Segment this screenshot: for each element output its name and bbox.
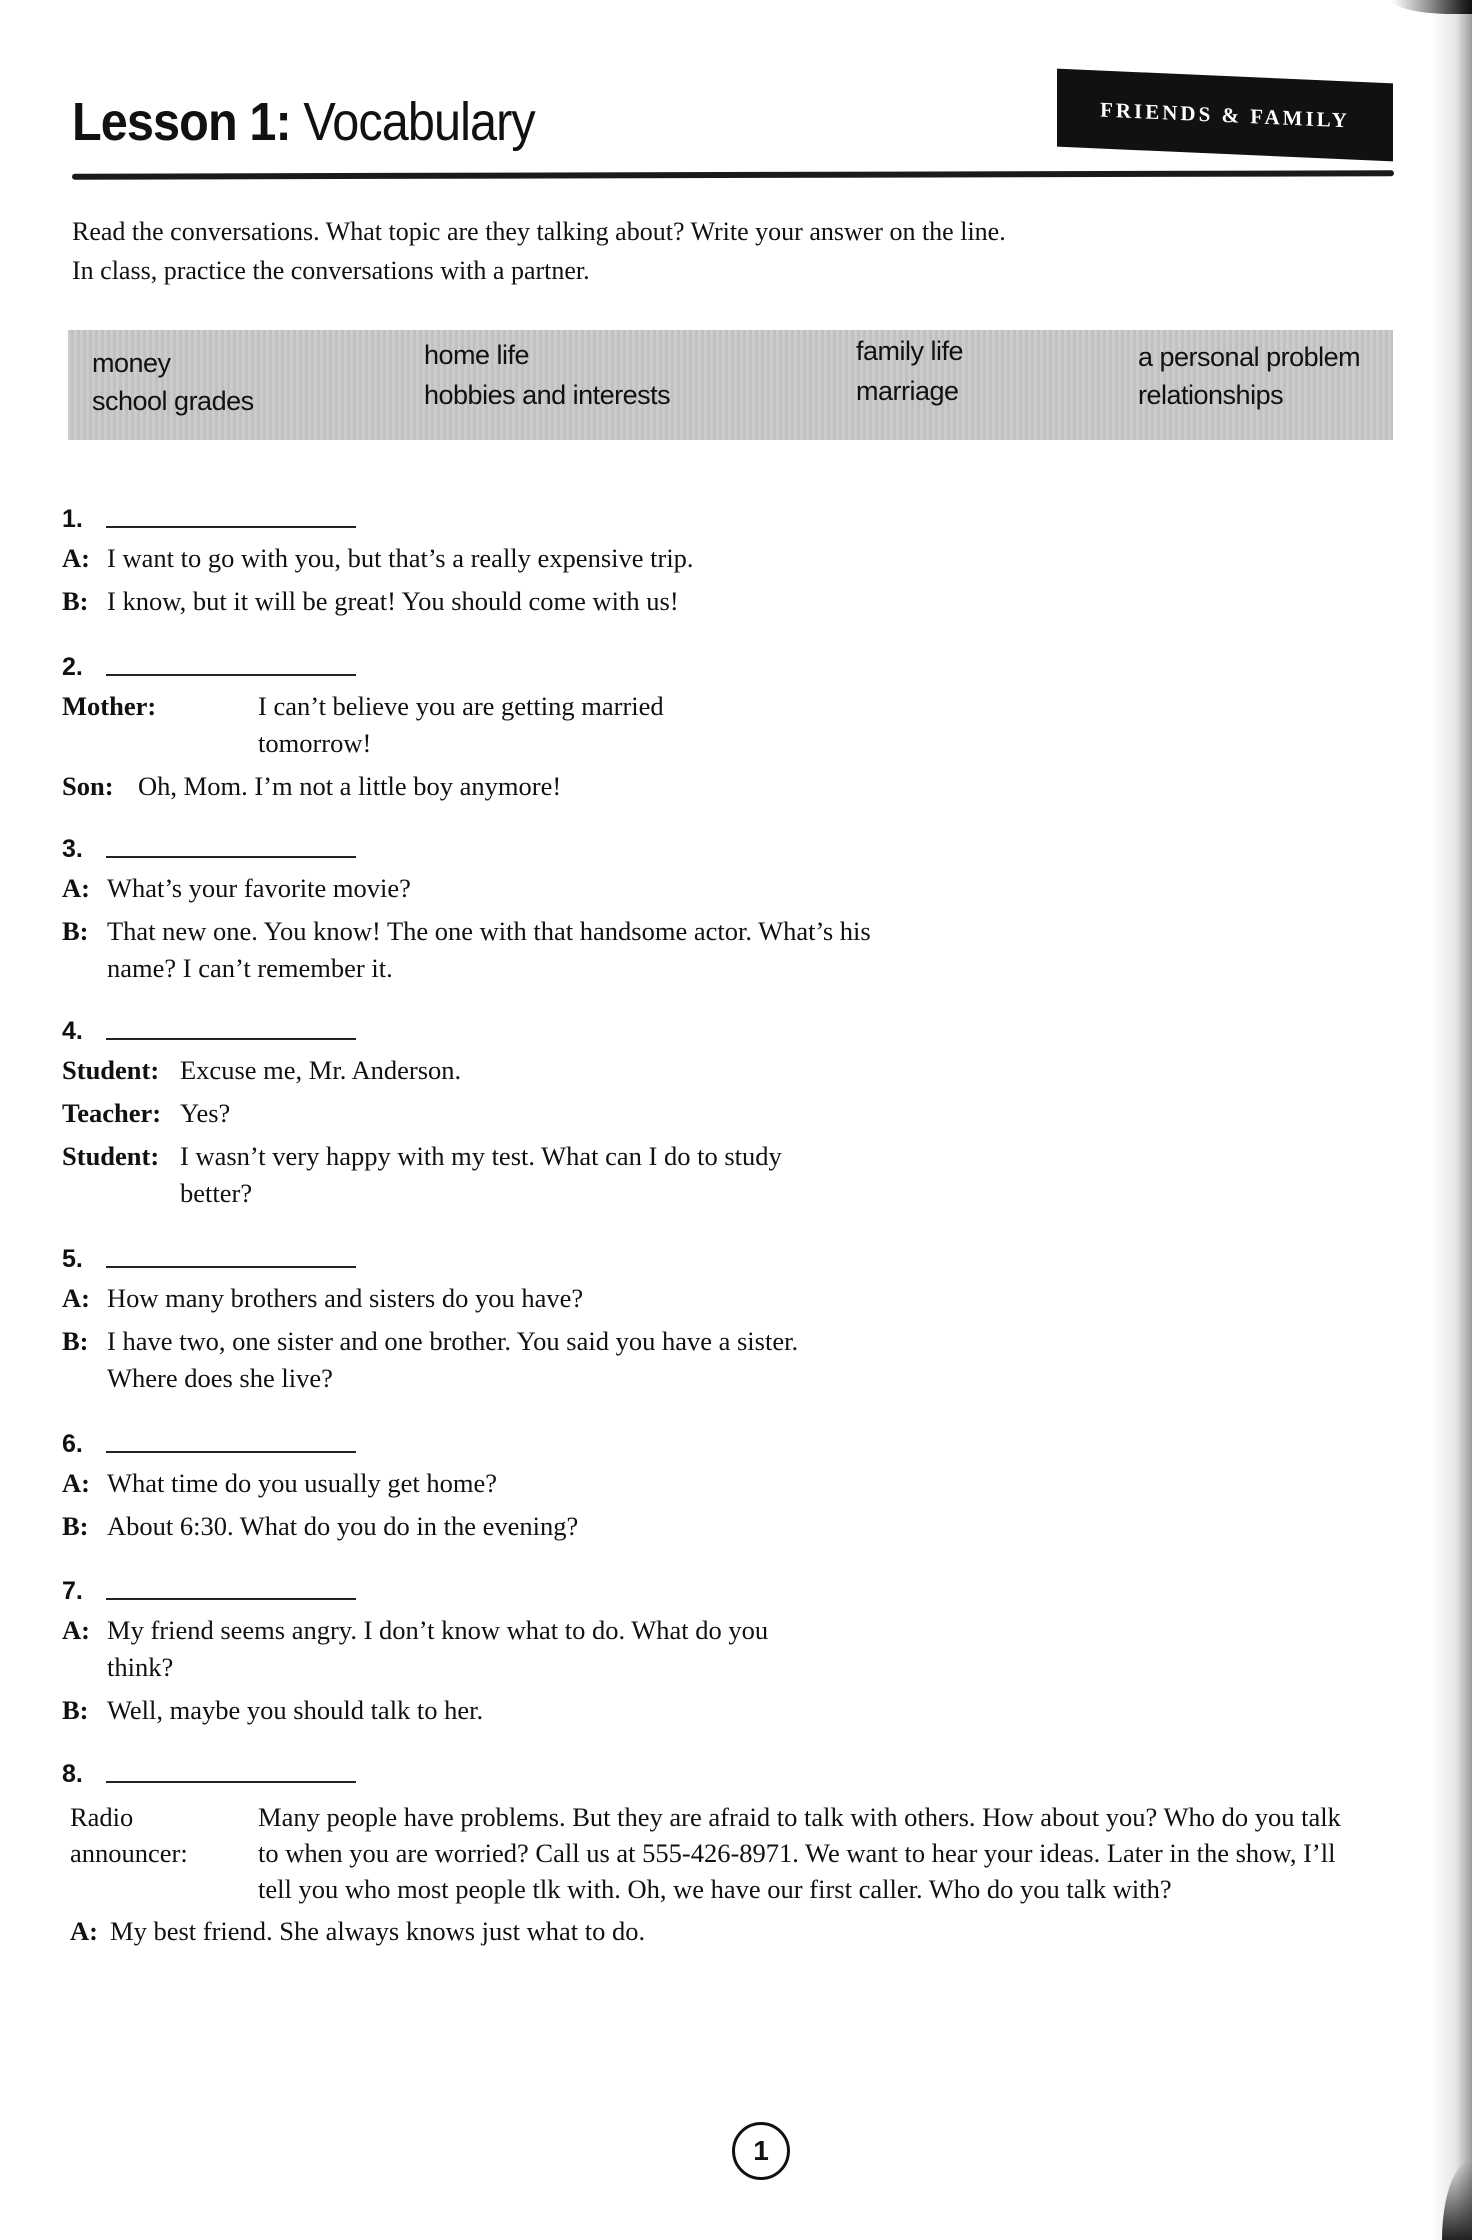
answer-blank[interactable] bbox=[106, 1781, 356, 1783]
word-bank-item: hobbies and interests bbox=[424, 380, 671, 410]
speaker-label-line-1: Radio bbox=[70, 1802, 134, 1832]
word-bank-item: a personal problem bbox=[1138, 342, 1361, 372]
item-number: 6. bbox=[62, 1430, 83, 1458]
page-number-label: 1 bbox=[753, 2135, 769, 2166]
dialogue-line bbox=[62, 1465, 1392, 1502]
word-bank-item: school grades bbox=[92, 386, 254, 416]
dialogue-line bbox=[62, 1799, 1392, 1907]
dialogue-line bbox=[62, 1612, 1392, 1686]
item-number: 3. bbox=[62, 835, 83, 863]
speaker-label: B: bbox=[62, 1511, 89, 1541]
answer-blank[interactable] bbox=[106, 1598, 356, 1600]
item-number: 5. bbox=[62, 1245, 83, 1273]
speaker-label: Student: bbox=[62, 1055, 160, 1085]
conversation-8 bbox=[62, 1755, 1392, 1950]
dialogue-line bbox=[62, 1095, 1392, 1132]
dialogue-line bbox=[62, 1508, 1392, 1545]
title-topic: Vocabulary bbox=[290, 92, 535, 152]
speaker-label: A: bbox=[62, 1615, 90, 1645]
conversation-4 bbox=[62, 1012, 1392, 1212]
word-bank bbox=[68, 330, 1393, 440]
speech-text: Oh, Mom. I’m not a little boy anymore! bbox=[138, 771, 562, 801]
dialogue-line bbox=[62, 913, 1392, 987]
dialogue-line bbox=[62, 1052, 1392, 1089]
answer-blank[interactable] bbox=[106, 1038, 356, 1040]
dialogue-line bbox=[62, 1280, 1392, 1317]
conversation-1 bbox=[62, 500, 1392, 620]
conversation-6 bbox=[62, 1425, 1392, 1545]
dialogue-line bbox=[62, 583, 1392, 620]
page-title bbox=[72, 92, 535, 152]
speech-text: My friend seems angry. I don’t know what to do. What do you think? bbox=[107, 1615, 769, 1682]
speech-text: Well, maybe you should talk to her. bbox=[107, 1695, 484, 1725]
section-badge bbox=[1057, 69, 1393, 162]
speech-text: That new one. You know! The one with that handsome actor. What’s his name? I can’t remember it. bbox=[107, 916, 871, 983]
answer-blank[interactable] bbox=[106, 526, 356, 528]
speaker-label: A: bbox=[70, 1916, 98, 1946]
speech-text: I wasn’t very happy with my test. What can I do to study better? bbox=[180, 1141, 782, 1208]
page-number bbox=[732, 2122, 790, 2180]
word-bank-item: home life bbox=[424, 340, 530, 370]
dialogue-line bbox=[62, 870, 1392, 907]
speech-text: Yes? bbox=[180, 1098, 231, 1128]
word-bank-item: relationships bbox=[1138, 380, 1284, 410]
dialogue-line bbox=[62, 1913, 1392, 1950]
word-bank-item: money bbox=[92, 348, 171, 378]
dialogue-line bbox=[62, 1323, 1392, 1397]
conversation-5 bbox=[62, 1240, 1392, 1397]
item-number: 2. bbox=[62, 653, 83, 681]
speech-text: I can’t believe you are getting married tomorrow! bbox=[258, 691, 664, 758]
speech-text: How many brothers and sisters do you have? bbox=[107, 1283, 584, 1313]
dialogue-line bbox=[62, 1138, 1392, 1212]
instructions bbox=[72, 212, 1172, 290]
speaker-label: Teacher: bbox=[62, 1098, 162, 1128]
title-lesson-number: Lesson 1: bbox=[72, 92, 291, 152]
instructions-line-1: Read the conversations. What topic are they talking about? Write your answer on the line. bbox=[72, 217, 1006, 246]
word-bank-item: marriage bbox=[856, 376, 959, 406]
speaker-label: A: bbox=[62, 1468, 90, 1498]
speech-text: I know, but it will be great! You should come with us! bbox=[107, 586, 679, 616]
dialogue-line bbox=[62, 688, 1392, 762]
instructions-line-2: In class, practice the conversations with a partner. bbox=[72, 256, 590, 285]
speaker-label: B: bbox=[62, 916, 89, 946]
speaker-label: B: bbox=[62, 1695, 89, 1725]
speaker-label: Mother: bbox=[62, 691, 157, 721]
speaker-label: B: bbox=[62, 1326, 89, 1356]
item-number: 7. bbox=[62, 1577, 83, 1605]
dialogue-line bbox=[62, 768, 1392, 805]
answer-blank[interactable] bbox=[106, 674, 356, 676]
word-bank-item: family life bbox=[856, 336, 964, 366]
speaker-label: Student: bbox=[62, 1141, 160, 1171]
speech-text: I want to go with you, but that’s a really expensive trip. bbox=[107, 543, 694, 573]
speaker-label-line-2: announcer: bbox=[70, 1838, 188, 1868]
conversation-7 bbox=[62, 1572, 1392, 1729]
speaker-label: A: bbox=[62, 543, 90, 573]
speaker-label: A: bbox=[62, 1283, 90, 1313]
dialogue-line bbox=[62, 540, 1392, 577]
item-number: 8. bbox=[62, 1760, 83, 1788]
section-badge-label: FRIENDS & FAMILY bbox=[1100, 97, 1350, 132]
dialogue-line bbox=[62, 1692, 1392, 1729]
speech-text: About 6:30. What do you do in the evening? bbox=[107, 1511, 579, 1541]
answer-blank[interactable] bbox=[106, 1266, 356, 1268]
speech-text: What time do you usually get home? bbox=[107, 1468, 498, 1498]
speech-text: My best friend. She always knows just what to do. bbox=[110, 1916, 646, 1946]
page-edge-shadow bbox=[1432, 0, 1472, 2240]
speech-text: Excuse me, Mr. Anderson. bbox=[180, 1055, 462, 1085]
speaker-label: A: bbox=[62, 873, 90, 903]
item-number: 4. bbox=[62, 1017, 83, 1045]
page-corner-shadow-top bbox=[1392, 0, 1472, 14]
speaker-label: Son: bbox=[62, 771, 114, 801]
answer-blank[interactable] bbox=[106, 856, 356, 858]
answer-blank[interactable] bbox=[106, 1451, 356, 1453]
speech-text: What’s your favorite movie? bbox=[107, 873, 411, 903]
header-divider bbox=[72, 170, 1394, 179]
speech-text: I have two, one sister and one brother. You said you have a sister. Where does she live? bbox=[107, 1326, 799, 1393]
item-number: 1. bbox=[62, 505, 83, 533]
speech-text: Many people have problems. But they are afraid to talk with others. How about you? Who do you talk to when you are worried? Call us at 555-426-8971. We want to hear your ideas. Later in the show, I’ll tell you who most people tlk with. Oh, we have our first caller. Who do you talk with? bbox=[258, 1802, 1341, 1904]
conversation-2 bbox=[62, 648, 1392, 805]
speaker-label: B: bbox=[62, 586, 89, 616]
speaker-label bbox=[62, 1799, 258, 1907]
conversation-3 bbox=[62, 830, 1392, 987]
